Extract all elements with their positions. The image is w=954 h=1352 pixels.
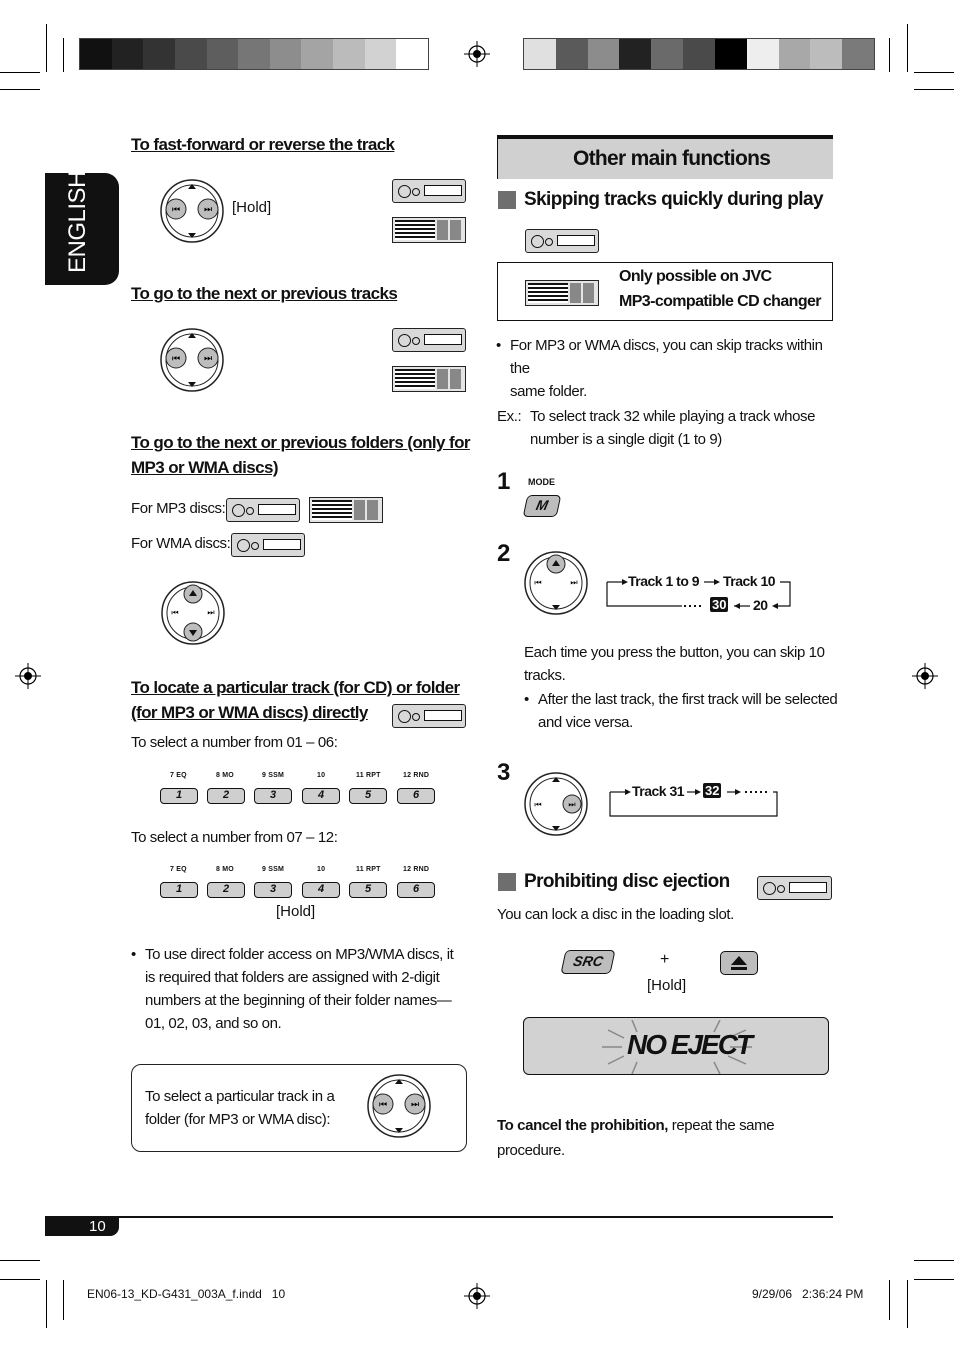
- example-line1: To select track 32 while playing a track whose: [530, 408, 816, 425]
- folder-note: [145, 943, 455, 1035]
- hold-label: [Hold]: [647, 977, 687, 994]
- control-dial-icon: [159, 327, 225, 393]
- cd-icon: [392, 179, 466, 203]
- info-box-line1: To select a particular track in a: [145, 1088, 335, 1105]
- control-dial-icon: [159, 178, 225, 244]
- key-label: 7 EQ: [170, 772, 187, 779]
- svg-text:⏭: ⏭: [207, 608, 215, 617]
- svg-text:⏭: ⏭: [203, 205, 213, 215]
- cd-icon: [525, 229, 599, 253]
- key-label: 11 RPT: [356, 772, 381, 779]
- changer-only-line1: Only possible on JVC: [619, 268, 772, 285]
- cd-icon: [392, 704, 466, 728]
- number-key-5: 5: [349, 882, 387, 898]
- step-number-1: 1: [497, 468, 511, 495]
- track-1-9-label: Track 1 to 9: [628, 573, 700, 589]
- cd-changer-icon: [392, 217, 466, 243]
- language-tab: [45, 173, 119, 285]
- info-box-line2: folder (for MP3 or WMA disc):: [145, 1111, 331, 1128]
- cd-icon: [757, 876, 832, 900]
- track-31-label: Track 31: [632, 783, 685, 799]
- key-label: 12 RND: [403, 772, 430, 779]
- changer-only-line2: MP3-compatible CD changer: [619, 293, 821, 310]
- registration-mark-icon: [911, 662, 939, 690]
- number-key-4: 4: [302, 882, 340, 898]
- track-10-label: Track 10: [723, 573, 776, 589]
- control-dial-icon: [523, 550, 589, 616]
- color-bar-right: [523, 38, 875, 70]
- registration-mark-icon: [463, 1282, 491, 1310]
- range2-text: To select a number from 07 – 12:: [131, 829, 338, 846]
- folders-heading-line1: To go to the next or previous folders (only for: [131, 433, 470, 452]
- svg-text:⏭: ⏭: [570, 578, 578, 587]
- cancel-rest-text: repeat the same: [668, 1117, 775, 1134]
- cd-changer-icon: [392, 366, 466, 392]
- folder-note-line4: 01, 02, 03, and so on.: [145, 1015, 282, 1032]
- page-number-tab: [45, 1218, 119, 1236]
- cancel-line1: [497, 1114, 774, 1137]
- eject-key: [720, 951, 758, 975]
- key-label: 9 SSM: [262, 772, 285, 779]
- svg-text:⏮: ⏮: [534, 578, 542, 587]
- number-keys-row: [160, 772, 440, 808]
- key-label: 10: [317, 866, 326, 873]
- number-key-3: 3: [254, 788, 292, 804]
- changer-only-box: [497, 262, 833, 321]
- step-number-2: 2: [497, 540, 511, 567]
- svg-text:⏭: ⏭: [203, 354, 213, 364]
- svg-text:⏭: ⏭: [568, 800, 576, 809]
- mp3-skip-note-line2: same folder.: [510, 383, 587, 400]
- folder-note-line2: is required that folders are assigned with 2-digit: [145, 969, 440, 986]
- step-number-3: 3: [497, 759, 511, 786]
- example-line2: number is a single digit (1 to 9): [530, 431, 722, 448]
- svg-text:⏮: ⏮: [171, 354, 181, 364]
- each-time-line1: Each time you press the button, you can skip 10: [524, 644, 825, 661]
- number-keys-row: [160, 866, 440, 902]
- display-text: NO EJECT: [627, 1029, 752, 1060]
- after-last-note-line1: • After the last track, the first track will be selected: [538, 691, 838, 708]
- number-key-1: 1: [160, 882, 198, 898]
- registration-mark-icon: [463, 40, 491, 68]
- print-date: 9/29/06 2:36:24 PM: [752, 1287, 864, 1301]
- track-32-badge: 32: [705, 783, 720, 798]
- key-label: 11 RPT: [356, 866, 381, 873]
- track-30-badge: 30: [712, 597, 727, 612]
- control-dial-icon: [160, 580, 226, 646]
- section-marker-icon: [498, 873, 516, 891]
- cd-icon: [231, 533, 305, 557]
- cancel-line2: procedure.: [497, 1142, 565, 1159]
- key-label: 12 RND: [403, 866, 430, 873]
- mp3-discs-label: For MP3 discs:: [131, 500, 226, 517]
- ff-heading: To fast-forward or reverse the track: [131, 135, 395, 154]
- info-box: [131, 1064, 467, 1152]
- number-key-5: 5: [349, 788, 387, 804]
- each-time-line2: tracks.: [524, 667, 566, 684]
- folder-note-line1: • To use direct folder access on MP3/WMA discs, it: [145, 946, 454, 963]
- display-panel: [523, 1017, 829, 1075]
- number-key-6: 6: [397, 882, 435, 898]
- control-dial-icon: [523, 771, 589, 837]
- section-title: Other main functions: [573, 147, 771, 170]
- page-number: 10: [89, 1218, 106, 1235]
- svg-text:⏮: ⏮: [378, 1100, 388, 1110]
- src-key: SRC: [560, 950, 615, 974]
- cd-icon: [392, 328, 466, 352]
- mp3-skip-note-line1: • For MP3 or WMA discs, you can skip tracks within the: [510, 337, 823, 377]
- mode-key-label: MODE: [528, 477, 555, 487]
- locate-heading-line2: (for MP3 or WMA discs) directly: [131, 703, 368, 722]
- folders-heading-line2: MP3 or WMA discs): [131, 458, 278, 477]
- mp3-skip-note: [510, 334, 835, 403]
- example-label: Ex.:: [497, 408, 522, 425]
- color-bar-left: [79, 38, 429, 70]
- footer-rule: [45, 1216, 833, 1218]
- plus-sign: +: [660, 951, 670, 968]
- cd-changer-icon: [525, 280, 599, 306]
- cd-icon: [226, 498, 300, 522]
- number-key-1: 1: [160, 788, 198, 804]
- key-label: 7 EQ: [170, 866, 187, 873]
- cd-changer-icon: [309, 497, 383, 523]
- mode-key: M: [523, 495, 562, 517]
- prohibit-desc: You can lock a disc in the loading slot.: [497, 906, 734, 923]
- key-label: 8 MO: [216, 772, 234, 779]
- number-key-3: 3: [254, 882, 292, 898]
- eject-icon: [730, 955, 748, 971]
- track-20-label: 20: [753, 597, 768, 613]
- language-label: ENGLISH: [64, 171, 91, 273]
- cancel-bold-text: To cancel the prohibition,: [497, 1117, 668, 1134]
- range1-text: To select a number from 01 – 06:: [131, 734, 338, 751]
- svg-text:⏭: ⏭: [410, 1100, 420, 1110]
- file-info: EN06-13_KD-G431_003A_f.indd 10: [87, 1287, 286, 1301]
- section-title-box: [497, 135, 833, 179]
- after-last-note: [538, 688, 838, 734]
- registration-mark-icon: [14, 662, 42, 690]
- prohibit-heading: Prohibiting disc ejection: [524, 871, 730, 892]
- number-key-2: 2: [207, 882, 245, 898]
- locate-heading-line1: To locate a particular track (for CD) or folder: [131, 678, 460, 697]
- wma-discs-label: For WMA discs:: [131, 535, 231, 552]
- key-label: 10: [317, 772, 326, 779]
- key-label: 8 MO: [216, 866, 234, 873]
- skip-heading: Skipping tracks quickly during play: [524, 189, 823, 210]
- svg-text:⏮: ⏮: [171, 608, 179, 617]
- hold-label: [Hold]: [276, 903, 316, 920]
- number-key-4: 4: [302, 788, 340, 804]
- svg-text:⏮: ⏮: [171, 205, 181, 215]
- number-key-6: 6: [397, 788, 435, 804]
- after-last-note-line2: and vice versa.: [538, 714, 633, 731]
- hold-label: [Hold]: [232, 199, 272, 216]
- key-label: 9 SSM: [262, 866, 285, 873]
- section-marker-icon: [498, 191, 516, 209]
- next-tracks-heading: To go to the next or previous tracks: [131, 284, 398, 303]
- control-dial-icon: [366, 1073, 432, 1139]
- folder-note-line3: numbers at the beginning of their folder names—: [145, 992, 452, 1009]
- number-key-2: 2: [207, 788, 245, 804]
- svg-text:⏮: ⏮: [534, 800, 542, 809]
